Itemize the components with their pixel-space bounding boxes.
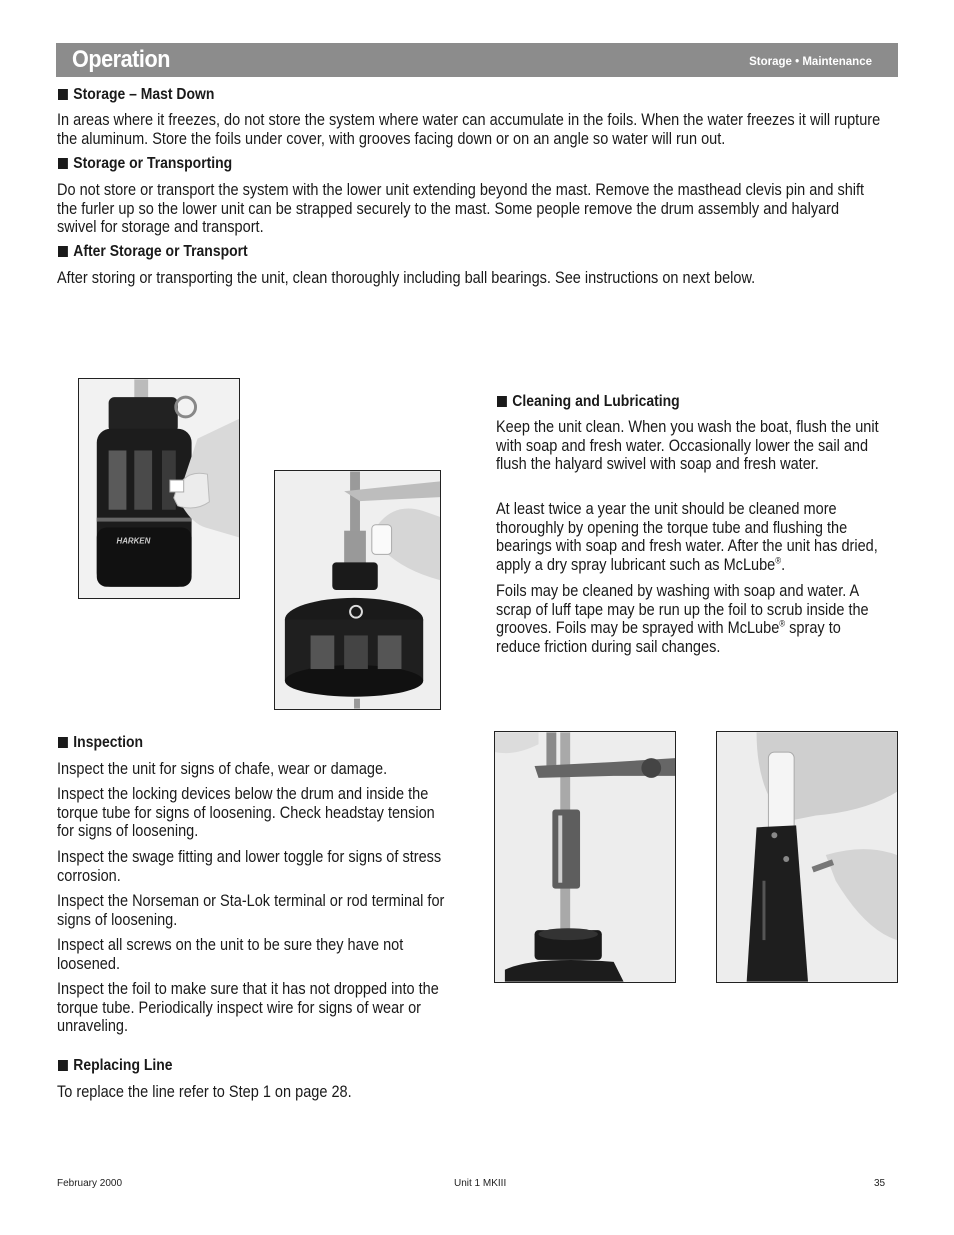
- photo-lower-unit-lubricating: [78, 378, 240, 599]
- photo1-brand-label: HARKEN: [116, 536, 151, 546]
- footer-date: February 2000: [57, 1178, 123, 1189]
- paragraph-inspection-5: Inspect all screws on the unit to be sure they have not loosened.: [57, 936, 404, 973]
- paragraph-inspection-3: Inspect the swage fitting and lower toggle for signs of stress corrosion.: [57, 848, 442, 885]
- paragraph-cleaning-2: At least twice a year the unit should be cleaned more thoroughly by opening the torque tube and flushing the bearings with soap and fresh water. After the unit has dried, apply a dry spray lubricant such as McLube®.: [496, 500, 878, 574]
- paragraph-inspection-6: Inspect the foil to make sure that it has not dropped into the torque tube. Periodically inspect wire for signs of wear or unraveling.: [57, 980, 439, 1035]
- paragraph-cleaning-1: Keep the unit clean. When you wash the boat, flush the unit with soap and fresh water. Occasionally lower the sail and flush the halyard swivel with soap and fresh water.: [496, 418, 879, 473]
- registered-mark: ®: [779, 618, 786, 629]
- heading-after-storage: After Storage or Transport: [58, 242, 248, 262]
- bullet-square-icon: [58, 1060, 68, 1071]
- registered-mark: ®: [775, 555, 782, 565]
- heading-storage-mast-down: Storage – Mast Down: [58, 85, 214, 105]
- paragraph-replacing-line: To replace the line refer to Step 1 on page 28.: [57, 1083, 352, 1101]
- paragraph-storage-mast-down: In areas where it freezes, do not store the system where water can accumulate in the foils. When the water freezes it will rupture the aluminum. Store the foils under cover, with grooves facing down or on an angle so water will run out.: [57, 111, 881, 148]
- bullet-square-icon: [58, 89, 68, 100]
- footer-model: Unit 1 MKIII: [454, 1178, 507, 1189]
- photo-drum-lubricating: [274, 470, 441, 710]
- paragraph-inspection-2: Inspect the locking devices below the drum and inside the torque tube for signs of loosening. Check headstay tension for signs of loosening.: [57, 785, 435, 840]
- photo-torque-tube-pliers: [494, 731, 676, 983]
- heading-replacing-line: Replacing Line: [58, 1056, 173, 1076]
- heading-cleaning-lubricating: Cleaning and Lubricating: [497, 392, 680, 412]
- photo-foil-hand: [716, 731, 898, 983]
- section-header-bar: [56, 43, 898, 77]
- paragraph-after-storage: After storing or transporting the unit, clean thoroughly including ball bearings. See instructions on next below.: [57, 269, 756, 287]
- bullet-square-icon: [497, 396, 507, 407]
- bullet-square-icon: [58, 246, 68, 257]
- paragraph-cleaning-3: Foils may be cleaned by washing with soap and water. A scrap of luff tape may be run up the foil to scrub inside the grooves. Foils may be sprayed with McLube® spray to reduce friction during sail changes.: [496, 582, 869, 656]
- paragraph-inspection-1: Inspect the unit for signs of chafe, wear or damage.: [57, 760, 388, 778]
- paragraph-storage-transporting: Do not store or transport the system with the lower unit extending beyond the mast. Remove the masthead clevis pin and shift the furler up so the lower unit can be strapped securely to the mast. Some people remove the drum assembly and halyard swivel for storage and transport.: [57, 181, 865, 236]
- footer-page-number: 35: [874, 1178, 886, 1189]
- page-subtitle: Storage • Maintenance: [749, 56, 872, 68]
- paragraph-inspection-4: Inspect the Norseman or Sta-Lok terminal or rod terminal for signs of loosening.: [57, 892, 445, 929]
- page-title: Operation: [72, 46, 170, 73]
- heading-storage-transporting: Storage or Transporting: [58, 154, 232, 174]
- bullet-square-icon: [58, 737, 68, 748]
- heading-inspection: Inspection: [58, 733, 143, 753]
- bullet-square-icon: [58, 158, 68, 169]
